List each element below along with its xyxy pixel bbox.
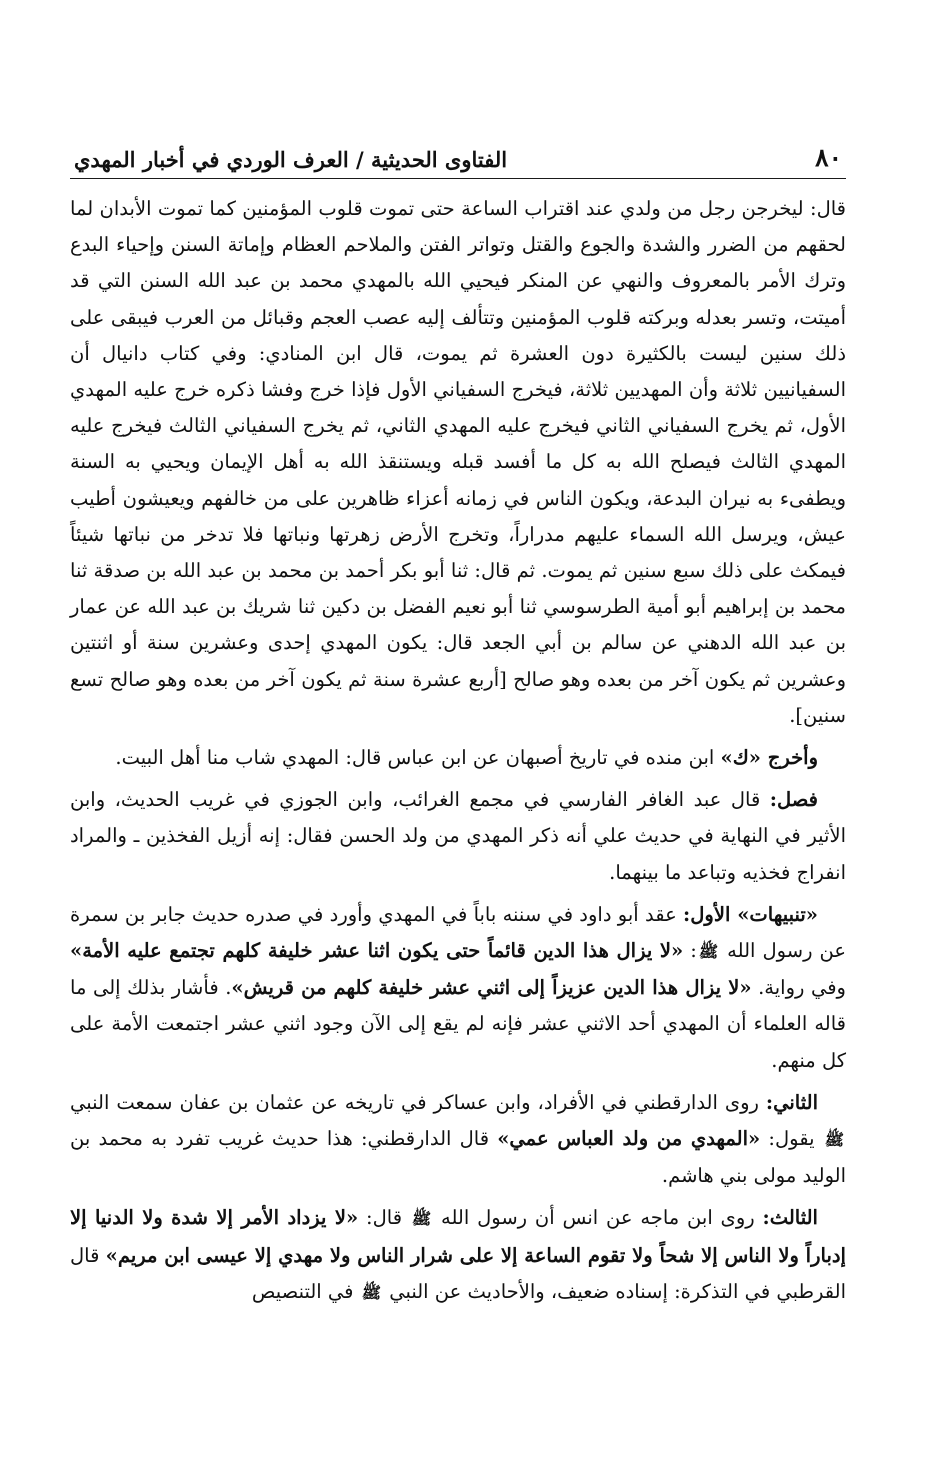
page-body (70, 191, 846, 1311)
paragraph-second (70, 1085, 846, 1195)
salutation-mark: ﷺ (361, 1282, 381, 1302)
paragraph-text: : (683, 939, 697, 963)
hadith-quote: «المهدي من ولد العباس عمي» (497, 1127, 761, 1151)
hadith-quote: «لا يزال هذا الدين عزيزاً إلى اثني عشر خليفة كلهم من قريش» (231, 976, 752, 1000)
running-title: الفتاوى الحديثية / العرف الوردي في أخبار المهدي (74, 147, 508, 172)
salutation-mark: ﷺ (698, 942, 719, 962)
paragraph-text: قال عبد الغافر الفارسي في مجمع الغرائب، وابن الجوزي في غريب الحديث، وابن الأثير في النهاية في حديث علي أنه ذكر المهدي من ولد الحسن فقال: إنه أزيل الفخذين ـ والمراد انفراج فخذيه وتباعد ما بينهما. (70, 788, 846, 884)
paragraph-lead: «تنبيهات» الأول: (683, 902, 818, 926)
paragraph-text: قال: (358, 1206, 410, 1230)
paragraph-text: قال القرطبي في التذكرة: إسناده ضعيف، والأحاديث عن النبي (70, 1243, 846, 1303)
paragraph-text: روى الدارقطني في الأفراد، وابن عساكر في تاريخه عن عثمان بن عفان سمعت النبي (70, 1090, 766, 1114)
paragraph-lead: الثاني: (765, 1090, 818, 1114)
paragraph-lead: فصل: (769, 788, 818, 812)
salutation-mark: ﷺ (824, 1130, 845, 1150)
paragraph-text: قال الدارقطني: هذا حديث غريب تفرد به محمد بن الوليد مولى بني هاشم. (70, 1127, 846, 1188)
paragraph-text: في التنصيص (251, 1279, 360, 1303)
paragraph-narration (70, 191, 846, 734)
paragraph-lead: وأخرج «ك» (720, 746, 818, 770)
paragraph-text: قال: ليخرجن رجل من ولدي عند اقتراب الساعة حتى تموت قلوب المؤمنين كما تموت الأبدان لما لحقهم من الضرر والشدة والجوع والقتل وتواتر الفتن والملاحم العظام وإماتة السنن وإحياء البدع وترك الأمر بالمعروف والنهي عن المنكر فيحيي الله بالمهدي محمد بن عبد الله السنن التي قد أميتت، وتسر بعدله وبركته قلوب المؤمنين وتتألف إليه عصب العجم وقبائل من العرب فيبقى على ذلك سنين ليست بالكثيرة دون العشرة ثم يموت، قال ابن المنادي: وفي كتاب دانيال أن السفيانيين ثلاثة وأن المهديين ثلاثة، فيخرج السفياني الأول فإذا خرج وفشا ذكره خرج عليه المهدي الأول، ثم يخرج السفياني الثاني فيخرج عليه المهدي الثاني، ثم يخرج السفياني الثالث فيخرج عليه المهدي الثالث فيصلح الله به كل ما أفسد قبله ويستنقذ الله به أهل الإيمان ويحيي به السنة ويطفىء به نيران البدعة، ويكون الناس في زمانه أعزاء ظاهرين على من خالفهم ويعيشون أطيب عيش، ويرسل الله السماء عليهم مدراراً، وتخرج الأرض زهرتها ونباتها فلا تدخر من نباتها شيئاً فيمكث على ذلك سبع سنين ثم يموت. ثم قال: ثنا أبو بكر أحمد بن محمد بن عبد الله بن صدقة ثنا محمد بن إبراهيم أبو أمية الطرسوسي ثنا أبو نعيم الفضل بن دكين ثنا شريك بن عبد الله عن عمار بن عبد الله الدهني عن سالم بن أبي الجعد قال: يكون المهدي إحدى وعشرين سنة أو اثنتين وعشرين ثم يكون آخر من بعده وهو صالح [أربع عشرة سنة ثم يكون آخر من بعده وهو صالح تسع سنين]. (70, 197, 846, 727)
paragraph-text: . فأشار بذلك إلى ما قاله العلماء أن المهدي أحد الاثني عشر فإنه لم يقع إلى الآن وجود اثني عشر اجتمعت الأمة على كل منهم. (70, 976, 846, 1072)
paragraph-text: ابن منده في تاريخ أصبهان عن ابن عباس قال: المهدي شاب منا أهل البيت. (115, 746, 721, 770)
paragraph-tanbihat-first (70, 897, 846, 1079)
page-header (70, 130, 846, 179)
paragraph-fasl (70, 782, 846, 891)
paragraph-text: يقول: (760, 1127, 823, 1151)
paragraph-text: روى ابن ماجه عن انس أن رسول الله (433, 1206, 763, 1230)
page-number: ٨٠ (815, 143, 842, 172)
paragraph-ibn-mandah (70, 740, 846, 776)
salutation-mark: ﷺ (411, 1209, 432, 1229)
hadith-quote: «لا يزداد الأمر إلا شدة ولا الدنيا إلا إدباراً ولا الناس إلا شحاً ولا تقوم الساعة إلا على شرار الناس ولا مهدي إلا عيسى ابن مريم» (70, 1206, 846, 1267)
paragraph-third (70, 1200, 846, 1311)
hadith-quote: «لا يزال هذا الدين قائماً حتى يكون اثنا عشر خليفة كلهم تجتمع عليه الأمة» (70, 939, 684, 963)
paragraph-text: وفي رواية. (751, 976, 846, 1000)
paragraph-lead: الثالث: (762, 1206, 818, 1230)
paragraph-text: عقد أبو داود في سننه باباً في المهدي وأورد في صدره حديث جابر بن سمرة عن رسول الله (70, 902, 846, 963)
book-page (70, 130, 846, 1311)
